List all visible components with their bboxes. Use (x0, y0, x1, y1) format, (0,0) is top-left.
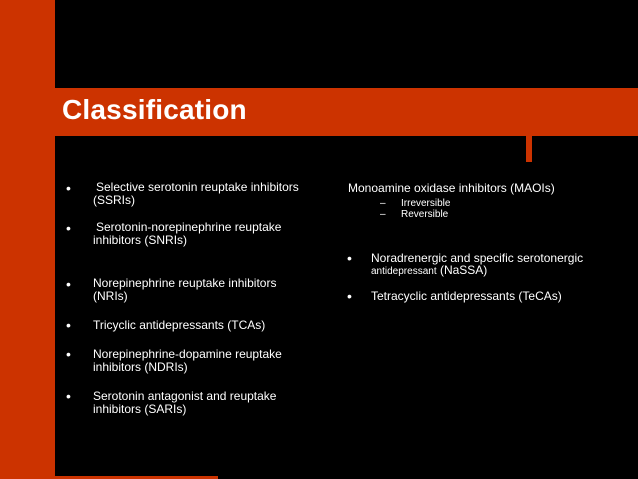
list-item: Tricyclic antidepressants (TCAs) (93, 318, 266, 332)
list-item: Serotonin antagonist and reuptake (93, 389, 277, 403)
bullet-icon: • (66, 388, 71, 404)
bullet-icon: • (347, 288, 352, 304)
list-item-part: (NaSSA) (436, 263, 488, 277)
list-item (371, 264, 487, 278)
dash-icon: – (380, 198, 386, 209)
list-item: Serotonin-norepinephrine reuptake (96, 220, 282, 234)
sub-item: Irreversible (401, 198, 451, 209)
list-item: Norepinephrine reuptake inhibitors (93, 276, 277, 290)
bullet-icon: • (66, 220, 71, 236)
list-item: (NRIs) (93, 289, 128, 303)
slide-title: Classification (62, 94, 247, 125)
bullet-icon: • (66, 276, 71, 292)
list-item-part: antidepressant (371, 266, 437, 277)
list-item: (SSRIs) (93, 193, 135, 207)
list-item: Noradrenergic and specific serotonergic (371, 251, 584, 265)
list-item: inhibitors (NDRIs) (93, 360, 188, 374)
list-item: inhibitors (SARIs) (93, 402, 187, 416)
list-item: inhibitors (SNRIs) (93, 233, 188, 247)
sub-item: Reversible (401, 209, 449, 220)
list-item: Selective serotonin reuptake inhibitors (96, 180, 299, 194)
bullet-icon: • (66, 180, 71, 196)
list-item: Tetracyclic antidepressants (TeCAs) (371, 289, 562, 303)
list-item: Norepinephrine-dopamine reuptake (93, 347, 282, 361)
bullet-icon: • (66, 317, 71, 333)
maoi-item: Monoamine oxidase inhibitors (MAOIs) (348, 181, 555, 195)
bullet-icon: • (347, 250, 352, 266)
title-bar-tab (526, 136, 532, 162)
dash-icon: – (380, 209, 386, 220)
bullet-icon: • (66, 346, 71, 362)
